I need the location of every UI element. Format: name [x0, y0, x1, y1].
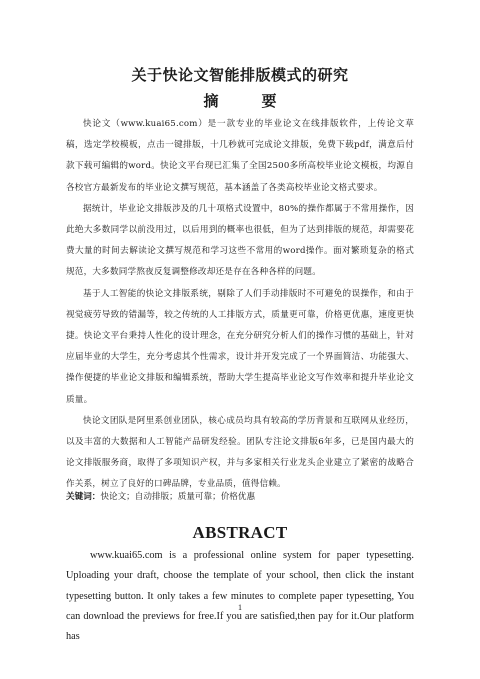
abstract-body-cn	[66, 114, 414, 496]
abstract-paragraph: 快论文团队是阿里系创业团队，核心成员均具有较高的学历背景和互联网从业经历，以及丰富的大数据和人工智能产品研发经验。团队专注论文排版6年多，已是国内最大的论文排版服务商，取得了多项知识产权，并与多家相关行业龙头企业建立了紧密的战略合作关系，树立了良好的口碑品牌，专业品质，值得信赖。	[66, 415, 414, 490]
keywords-value: 快论文；自动排版；质量可靠；价格优惠	[100, 492, 256, 502]
page-number: 1	[238, 603, 242, 612]
abstract-heading-cn: 摘 要	[203, 92, 291, 110]
abstract-paragraph: 据统计，毕业论文排版涉及的几十项格式设置中，80%的操作都属于不常用操作，因此绝大多数同学以前没用过，以后用到的概率也很低，但为了达到排版的规范，却需要花费大量的时间去解读论文撰写规范和学习这些不常用的word操作。面对繁琐复杂的格式规范，大多数同学熬夜反复调整修改却还是存在各种各样的问题。	[66, 203, 414, 278]
abstract-paragraph-en: www.kuai65.com is a professional online system for paper typesetting. Uploading your draft, choose the template of your school, then click the instant typesetting button. It only takes a few minutes to complete paper typesetting, You can download the previews for free.If you are satisfied,then pay for it.Our platform has	[66, 550, 414, 643]
abstract-paragraph: 基于人工智能的快论文排版系统，剔除了人们手动排版时不可避免的误操作，和由于视觉疲劳导致的错漏等，较之传统的人工排版方式，质量更可靠，价格更优惠，速度更快捷。快论文平台秉持人性化的设计理念，在充分研究分析人们的操作习惯的基础上，针对应届毕业的大学生，充分考虑其个性需求，设计并开发完成了一个界面简洁、功能强大、操作便捷的毕业论文排版和编辑系统，帮助大学生提高毕业论文写作效率和提升毕业论文质量。	[66, 288, 414, 405]
keywords-label: 关键词：	[66, 492, 101, 502]
document-title: 关于快论文智能排版模式的研究	[131, 66, 349, 84]
keywords-line	[66, 490, 414, 504]
abstract-heading-en: ABSTRACT	[192, 523, 288, 542]
abstract-paragraph: 快论文（www.kuai65.com）是一款专业的毕业论文在线排版软件，上传论文草稿，选定学校模板，点击一键排版，十几秒就可完成论文排版，免费下载pdf，满意后付款下载可编辑的word。快论文平台现已汇集了全国2500多所高校毕业论文模板，均源自各校官方最新发布的毕业论文撰写规范，基本涵盖了各类高校毕业论文格式要求。	[66, 119, 414, 193]
